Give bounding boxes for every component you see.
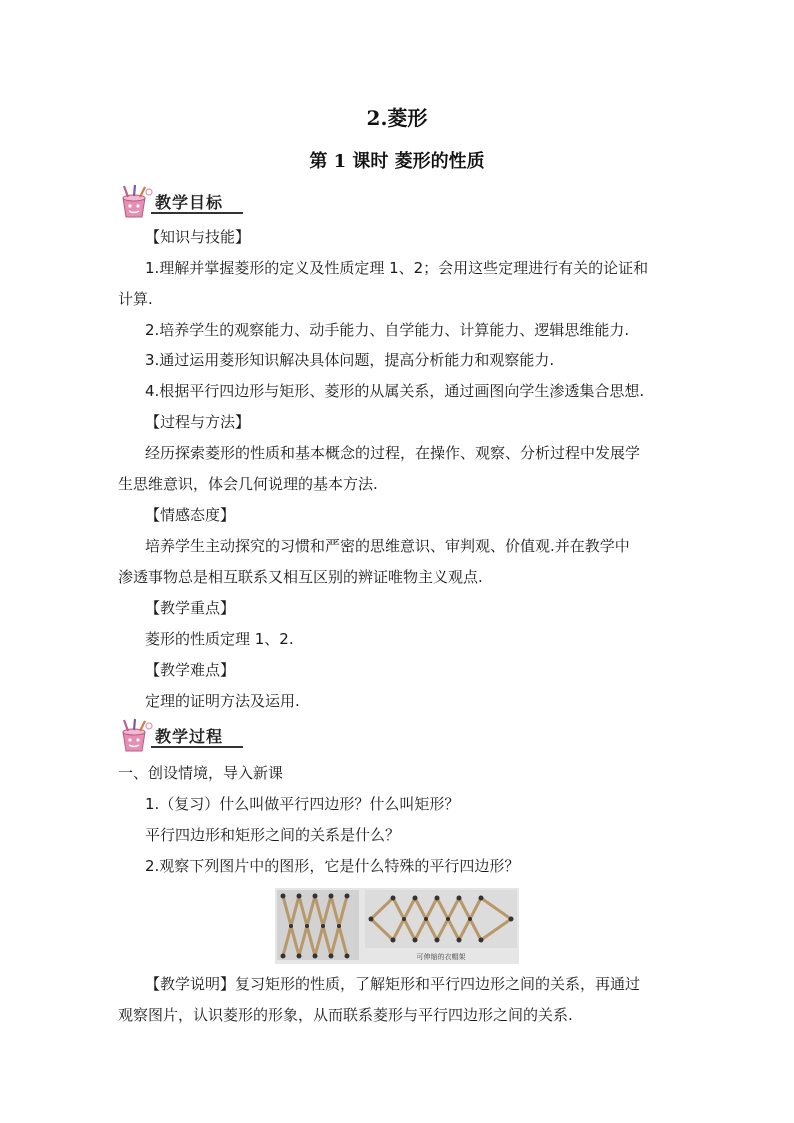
- coat-rack-photo: [275, 888, 519, 964]
- question-1: 1.（复习）什么叫做平行四边形？什么叫矩形？: [145, 795, 460, 813]
- process-text: 经历探索菱形的性质和基本概念的过程，在操作、观察、分析过程中发展学: [145, 444, 641, 462]
- teaching-note: 【教学说明】复习矩形的性质，了解矩形和平行四边形之间的关系，再通过: [145, 975, 641, 993]
- badge-underline: [151, 212, 243, 214]
- question-2: 2.观察下列图片中的图形，它是什么特殊的平行四边形？: [145, 857, 520, 875]
- process-badge-label: 教学过程: [155, 727, 224, 746]
- knowledge-item-2: 2.培养学生的观察能力、动手能力、自学能力、计算能力、逻辑思维能力.: [145, 321, 630, 339]
- process-text-cont: 生思维意识，体会几何说理的基本方法.: [118, 475, 378, 493]
- knowledge-item-1-cont: 计算.: [118, 290, 153, 308]
- section-1-heading: 一、创设情境，导入新课: [118, 764, 284, 782]
- process-badge: [115, 718, 245, 754]
- lesson-title: 2.菱形: [366, 106, 428, 130]
- question-1b: 平行四边形和矩形之间的关系是什么？: [145, 826, 401, 844]
- process-heading: 【过程与方法】: [145, 413, 251, 431]
- difficulty-text: 定理的证明方法及运用.: [145, 692, 300, 710]
- emotion-heading: 【情感态度】: [145, 506, 236, 524]
- knowledge-item-3: 3.通过运用菱形知识解决具体问题，提高分析能力和观察能力.: [145, 351, 555, 369]
- lesson-subtitle: 第 1 课时 菱形的性质: [309, 151, 485, 172]
- teaching-note-cont: 观察图片，认识菱形的形象，从而联系菱形与平行四边形之间的关系.: [118, 1006, 573, 1024]
- cartoon-pencil-cup-icon: [115, 718, 159, 754]
- cartoon-pencil-cup-icon: [115, 184, 159, 220]
- knowledge-item-1: 1.理解并掌握菱形的定义及性质定理 1、2；会用这些定理进行有关的论证和: [145, 259, 649, 277]
- objectives-badge: [115, 184, 245, 220]
- key-point-text: 菱形的性质定理 1、2.: [145, 630, 294, 648]
- knowledge-item-4: 4.根据平行四边形与矩形、菱形的从属关系，通过画图向学生渗透集合思想.: [145, 382, 645, 400]
- emotion-text-cont: 渗透事物总是相互联系又相互区别的辨证唯物主义观点.: [118, 568, 483, 586]
- emotion-text: 培养学生主动探究的习惯和严密的思维意识、审判观、价值观.并在教学中: [145, 537, 630, 555]
- objectives-badge-label: 教学目标: [155, 193, 224, 212]
- photo-caption: 可伸缩的衣帽架: [416, 953, 466, 961]
- key-point-heading: 【教学重点】: [145, 599, 236, 617]
- badge-underline: [151, 746, 243, 748]
- knowledge-heading: 【知识与技能】: [145, 228, 251, 246]
- difficulty-heading: 【教学难点】: [145, 661, 236, 679]
